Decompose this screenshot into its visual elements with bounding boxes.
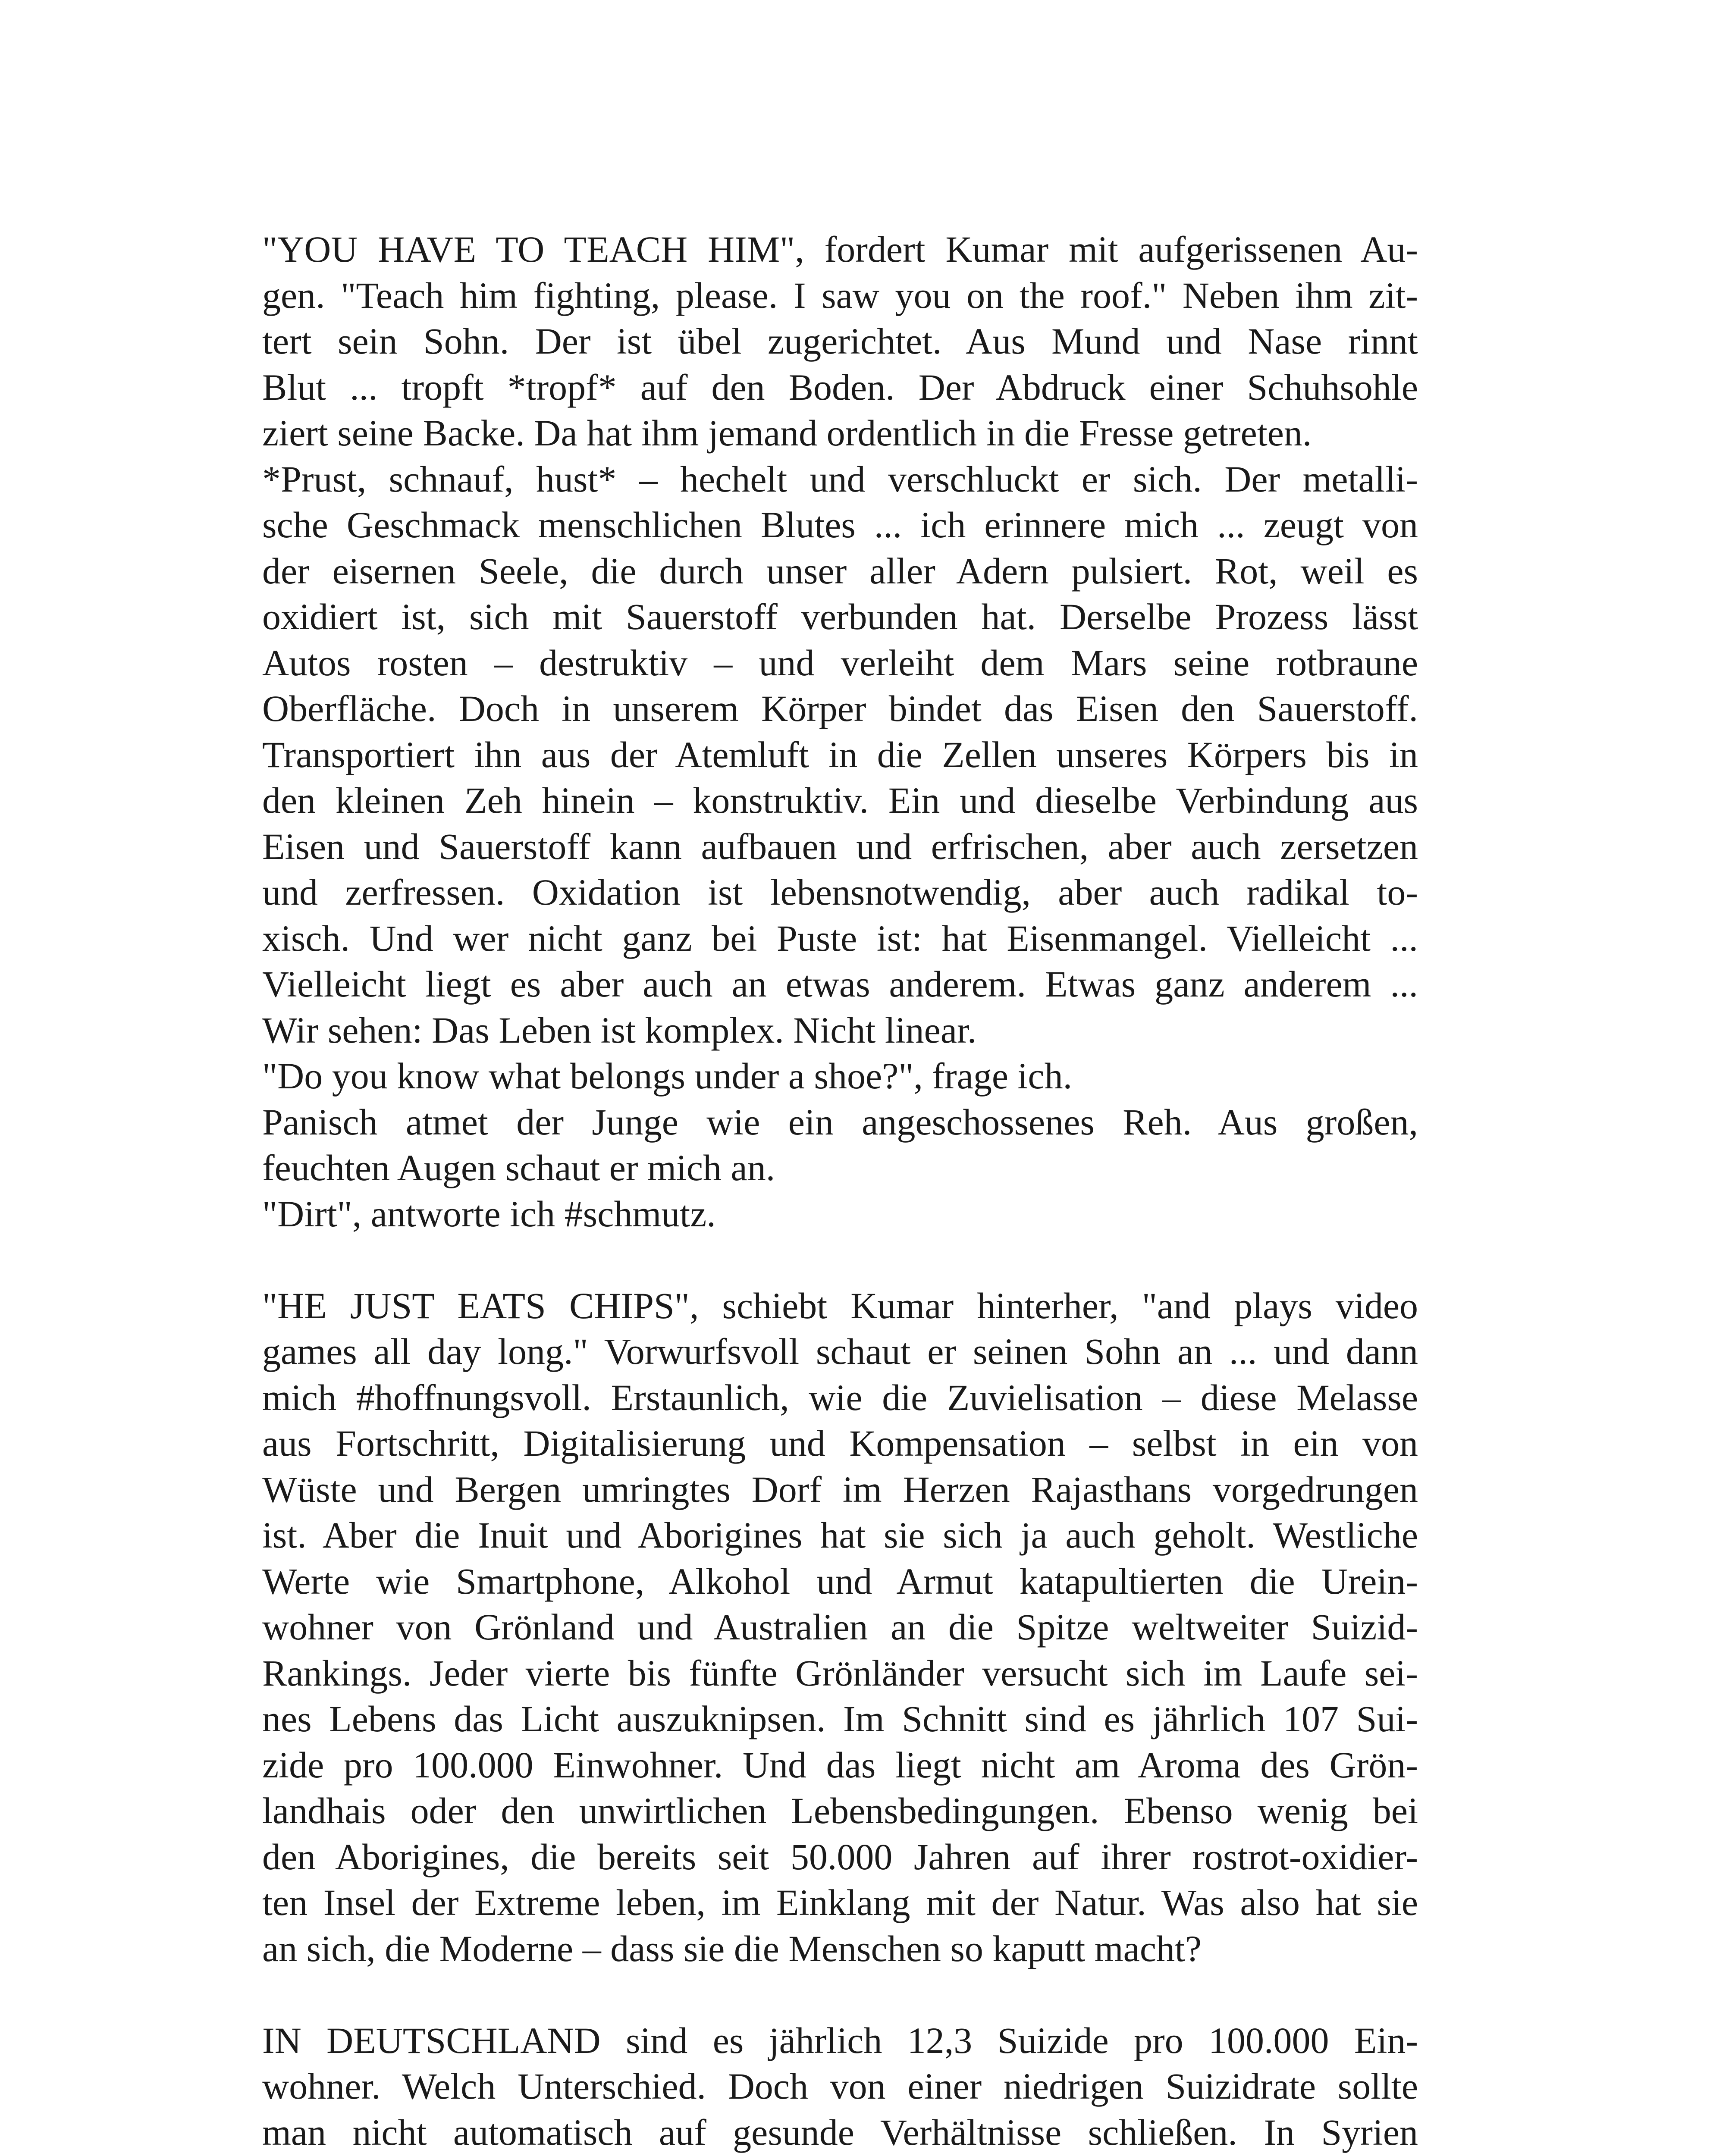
- text-line: nes Lebens das Licht auszuknipsen. Im Schnitt sind es jährlich 107 Sui-: [262, 1698, 1418, 1739]
- body-text: [262, 226, 1418, 2156]
- text-line: Transportiert ihn aus der Atemluft in die Zellen unseres Körpers bis in: [262, 733, 1418, 775]
- text-line: Wüste und Bergen umringtes Dorf im Herzen Rajasthans vorgedrungen: [262, 1468, 1418, 1510]
- text-line: und zerfressen. Oxidation ist lebensnotwendig, aber auch radikal to-: [262, 871, 1418, 913]
- text-line: Werte wie Smartphone, Alkohol und Armut katapultierten die Urein-: [262, 1560, 1418, 1602]
- text-line: Autos rosten – destruktiv – und verleiht dem Mars seine rotbraune: [262, 642, 1418, 683]
- text-line: IN DEUTSCHLAND sind es jährlich 12,3 Suizide pro 100.000 Ein-: [262, 2019, 1418, 2061]
- text-line: tert sein Sohn. Der ist übel zugerichtet. Aus Mund und Nase rinnt: [262, 320, 1418, 362]
- text-line: man nicht automatisch auf gesunde Verhältnisse schließen. In Syrien: [262, 2111, 1418, 2153]
- text-line: den Aborigines, die bereits seit 50.000 Jahren auf ihrer rostrot-oxidier-: [262, 1836, 1418, 1877]
- text-line: sche Geschmack menschlichen Blutes ... ich erinnere mich ... zeugt von: [262, 504, 1418, 545]
- text-line: feuchten Augen schaut er mich an.: [262, 1147, 775, 1188]
- text-line: Blut ... tropft *tropf* auf den Boden. Der Abdruck einer Schuhsohle: [262, 366, 1418, 408]
- text-line: Panisch atmet der Junge wie ein angeschossenes Reh. Aus großen,: [262, 1101, 1418, 1143]
- paragraph-gap: [262, 1237, 1418, 1283]
- text-line: ten Insel der Extreme leben, im Einklang mit der Natur. Was also hat sie: [262, 1882, 1418, 1923]
- text-line: der eisernen Seele, die durch unser aller Adern pulsiert. Rot, weil es: [262, 550, 1418, 592]
- text-line: gen. "Teach him fighting, please. I saw you on the roof." Neben ihm zit-: [262, 274, 1418, 316]
- text-line: wohner von Grönland und Australien an die Spitze weltweiter Suizid-: [262, 1606, 1418, 1648]
- text-line: games all day long." Vorwurfsvoll schaut er seinen Sohn an ... und dann: [262, 1331, 1418, 1372]
- text-line: Eisen und Sauerstoff kann aufbauen und erfrischen, aber auch zersetzen: [262, 825, 1418, 867]
- text-line: ziert seine Backe. Da hat ihm jemand ordentlich in die Fresse getreten.: [262, 412, 1312, 454]
- text-line: an sich, die Moderne – dass sie die Menschen so kaputt macht?: [262, 1927, 1202, 1969]
- text-line: landhais oder den unwirtlichen Lebensbedingungen. Ebenso wenig bei: [262, 1790, 1418, 1831]
- text-line: "YOU HAVE TO TEACH HIM", fordert Kumar mit aufgerissenen Au-: [262, 229, 1418, 270]
- text-line: mich #hoffnungsvoll. Erstaunlich, wie die Zuvielisation – diese Melasse: [262, 1376, 1418, 1418]
- text-line: Wir sehen: Das Leben ist komplex. Nicht linear.: [262, 1009, 977, 1051]
- text-line: ist. Aber die Inuit und Aborigines hat sie sich ja auch geholt. Westliche: [262, 1514, 1418, 1556]
- text-line: zide pro 100.000 Einwohner. Und das liegt nicht am Aroma des Grön-: [262, 1744, 1418, 1786]
- text-line: wohner. Welch Unterschied. Doch von einer niedrigen Suizidrate sollte: [262, 2065, 1418, 2107]
- text-line: "Do you know what belongs under a shoe?", frage ich.: [262, 1055, 1073, 1097]
- text-line: Rankings. Jeder vierte bis fünfte Grönländer versucht sich im Laufe sei-: [262, 1652, 1418, 1694]
- text-line: den kleinen Zeh hinein – konstruktiv. Ein und dieselbe Verbindung aus: [262, 780, 1418, 821]
- paragraph-gap: [262, 1971, 1418, 2018]
- text-line: "Dirt", antworte ich #schmutz.: [262, 1193, 716, 1235]
- text-line: Oberfläche. Doch in unserem Körper bindet das Eisen den Sauerstoff.: [262, 688, 1418, 729]
- text-line: *Prust, schnauf, hust* – hechelt und verschluckt er sich. Der metalli-: [262, 458, 1418, 500]
- text-line: oxidiert ist, sich mit Sauerstoff verbunden hat. Derselbe Prozess lässt: [262, 596, 1418, 637]
- text-line: Vielleicht liegt es aber auch an etwas anderem. Etwas ganz anderem ...: [262, 963, 1418, 1005]
- text-line: xisch. Und wer nicht ganz bei Puste ist: hat Eisenmangel. Vielleicht ...: [262, 917, 1418, 959]
- text-line: aus Fortschritt, Digitalisierung und Kompensation – selbst in ein von: [262, 1423, 1418, 1464]
- text-line: "HE JUST EATS CHIPS", schiebt Kumar hinterher, "and plays video: [262, 1285, 1418, 1326]
